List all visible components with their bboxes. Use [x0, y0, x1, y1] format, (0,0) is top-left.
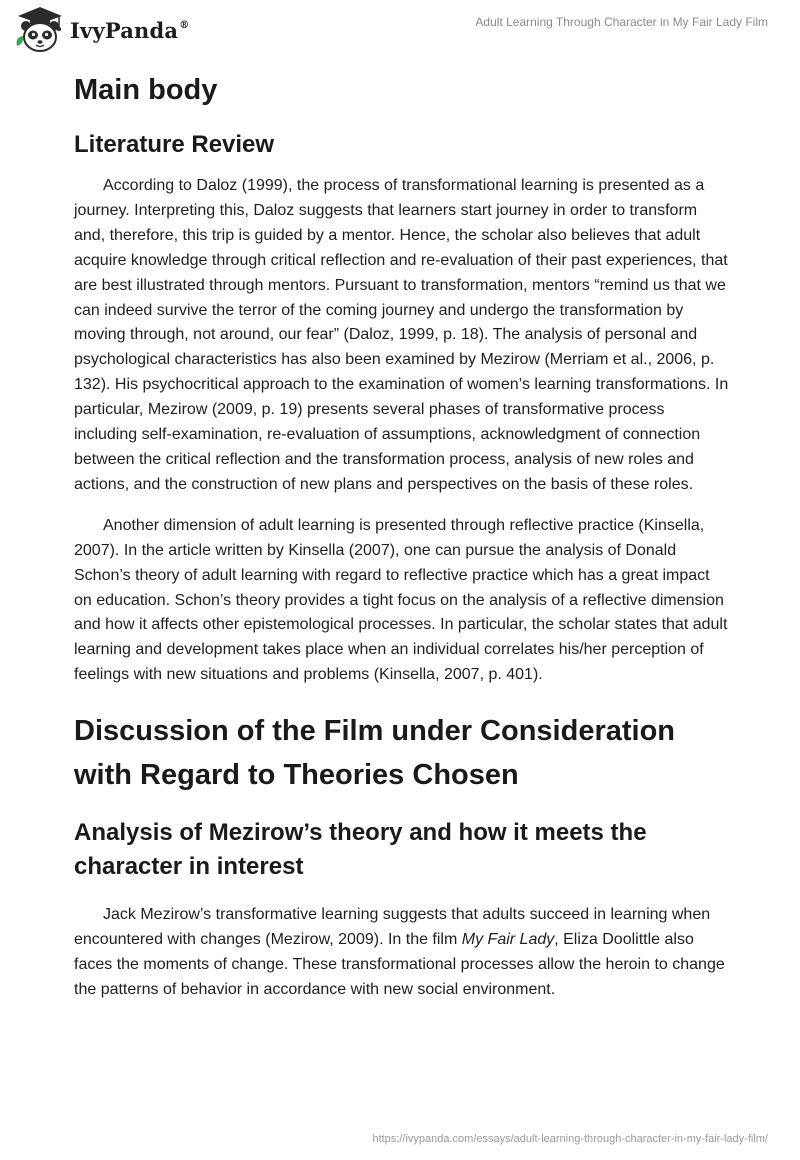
ivypanda-logo[interactable] [14, 6, 189, 54]
heading-discussion: Discussion of the Film under Consideration with Regard to Theories Chosen [74, 715, 675, 792]
film-title: My Fair Lady [461, 931, 555, 949]
heading-literature-review: Literature Review [74, 131, 275, 158]
logo-wordmark: IvyPanda® [70, 17, 190, 43]
source-url[interactable]: https://ivypanda.com/essays/adult-learning-through-character-in-my-fair-lady-film/ [372, 1133, 768, 1145]
document-title: Adult Learning Through Character in My Fair Lady Film [475, 15, 768, 29]
page-header [0, 0, 800, 60]
paragraph-kinsella: Another dimension of adult learning is presented through reflective practice (Kinsella, 2007). In the article written by Kinsella (2007), one can pursue the analysis of Donald Schon’s theory of adult learning with regard to reflective practice which has a great impact on education. Schon’s theory provides a tight focus on the analysis of a reflective dimension and how it affects other epistemological processes. In particular, the scholar states that adult learning and development takes place when an individual correlates his/her perception of feelings with new situations and problems (Kinsella, 2007, p. 401). [74, 516, 728, 684]
panda-mascot-icon [14, 6, 66, 54]
heading-main-body: Main body [74, 74, 218, 106]
paragraph-daloz: According to Daloz (1999), the process of transformational learning is presented as a journey. Interpreting this, Daloz suggests that learners start journey in order to transform and, therefore, this trip is guided by a mentor. Hence, the scholar also believes that adult acquire knowledge through critical reflection and re-evaluation of their past experiences, that are best illustrated through mentors. Pursuant to transformation, mentors “remind us that we can indeed survive the terror of the coming journey and undergo the transformation by moving through, not around, our fear” (Daloz, 1999, p. 18). The analysis of personal and psychological characteristics has also been examined by Mezirow (Merriam et al., 2006, p. 132). His psychocritical approach to the examination of women’s learning transformations. In particular, Mezirow (2009, p. 19) presents several phases of transformative process including self-examination, re-evaluation of assumptions, acknowledgment of connection between the critical reflection and the transformation process, analysis of new roles and actions, and the construction of new plans and perspectives on the basis of these roles. [74, 177, 729, 493]
paragraph-mezirow [74, 903, 729, 1003]
paragraph-mezirow-text-end: , Eliza Doolittle also faces the moments of change. These transformational processes allow the heroin to change the patterns of behavior in accordance with new social environment. [74, 931, 725, 998]
heading-mezirow-analysis: Analysis of Mezirow’s theory and how it meets the character in interest [74, 819, 647, 881]
paragraph-mezirow-text: Jack Mezirow’s transformative learning suggests that adults succeed in learning when encountered with changes (Mezirow, 2009). In the film [74, 906, 711, 949]
essay-content [74, 68, 729, 1003]
